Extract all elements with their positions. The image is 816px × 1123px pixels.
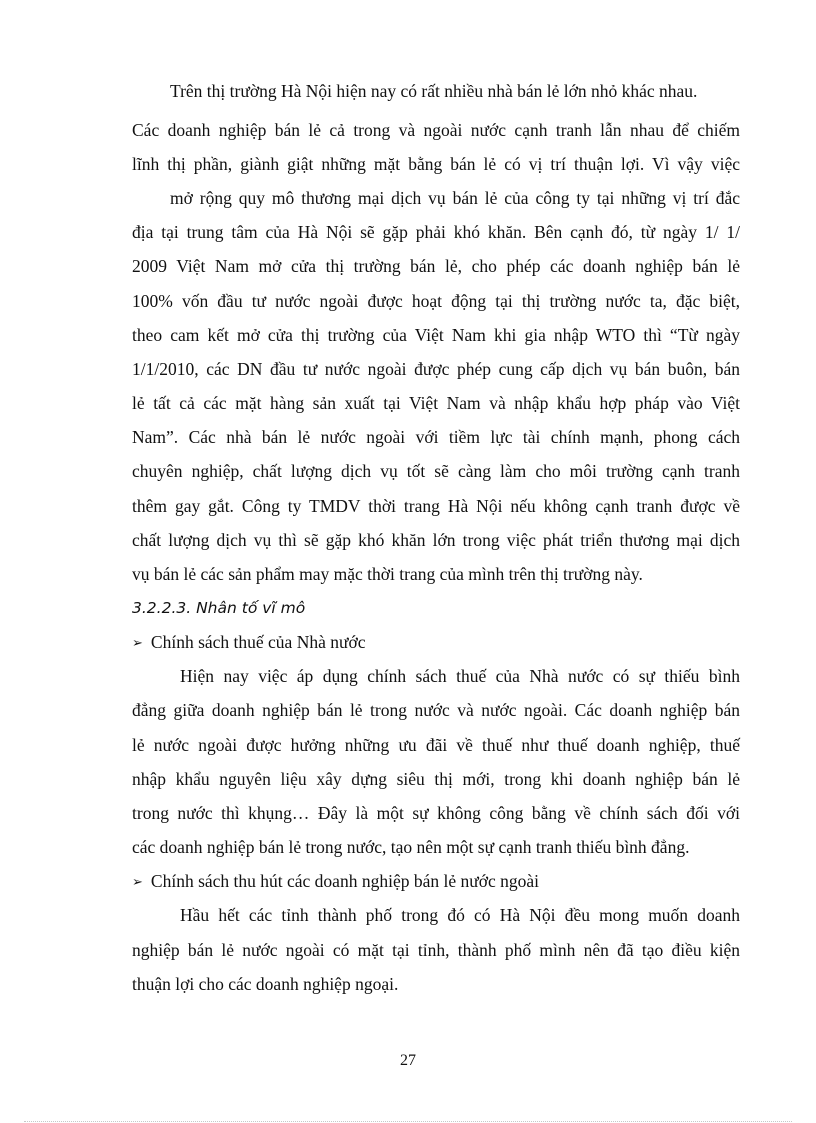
bullet-text: Chính sách thuế của Nhà nước: [150, 632, 366, 652]
paragraph-line: Hầu hết các tỉnh thành phố trong đó có Hà Nội đều mong muốn doanh: [180, 905, 740, 925]
arrow-bullet-icon: ➢: [132, 875, 143, 890]
paragraph-line: lẻ nước ngoài được hưởng những ưu đãi về thuế như thuế doanh nghiệp, thuế: [132, 735, 740, 755]
paragraph-line: nhập khẩu nguyên liệu xây dựng siêu thị mới, trong khi doanh nghiệp bán lẻ: [132, 769, 740, 789]
paragraph-line: trong nước thì khụng… Đây là một sự không công bằng về chính sách đối với: [132, 803, 740, 823]
paragraph-line: nghiệp bán lẻ nước ngoài có mặt tại tỉnh, thành phố mình nên đã tạo điều kiện: [132, 940, 740, 960]
page-edge-divider: [24, 1121, 792, 1122]
arrow-bullet-icon: ➢: [132, 636, 143, 651]
bullet-text: Chính sách thu hút các doanh nghiệp bán lẻ nước ngoài: [150, 871, 539, 891]
paragraph-line: 100% vốn đầu tư nước ngoài được hoạt động tại thị trường nước ta, đặc biệt,: [132, 291, 740, 311]
paragraph-line: Hiện nay việc áp dụng chính sách thuế của Nhà nước có sự thiếu bình: [180, 666, 740, 686]
paragraph-line: Các doanh nghiệp bán lẻ cả trong và ngoài nước cạnh tranh lẫn nhau để chiếm: [132, 120, 740, 140]
page-number: 27: [400, 1052, 416, 1069]
paragraph-line: 1/1/2010, các DN đầu tư nước ngoài được phép cung cấp dịch vụ bán buôn, bán: [132, 359, 740, 379]
bullet-item: [132, 869, 539, 896]
paragraph-line: thuận lợi cho các doanh nghiệp ngoại.: [132, 974, 399, 994]
paragraph-line: mở rộng quy mô thương mại dịch vụ bán lẻ của công ty tại những vị trí đắc: [170, 188, 740, 208]
paragraph-line: Trên thị trường Hà Nội hiện nay có rất nhiều nhà bán lẻ lớn nhỏ khác nhau.: [170, 81, 698, 101]
paragraph-line: lẻ tất cả các mặt hàng sản xuất tại Việt Nam và nhập khẩu hợp pháp vào Việt: [132, 393, 740, 413]
paragraph-line: lĩnh thị phần, giành giật những mặt bằng bán lẻ có vị trí thuận lợi. Vì vậy việc: [132, 154, 740, 174]
paragraph-line: đẳng giữa doanh nghiệp bán lẻ trong nước và nước ngoài. Các doanh nghiệp bán: [132, 700, 740, 720]
paragraph-line: địa tại trung tâm của Hà Nội sẽ gặp phải khó khăn. Bên cạnh đó, từ ngày 1/ 1/: [132, 222, 740, 242]
paragraph-line: chất lượng dịch vụ thì sẽ gặp khó khăn lớn trong việc phát triển thương mại dịch: [132, 530, 740, 550]
bullet-item: [132, 630, 366, 657]
paragraph-line: vụ bán lẻ các sản phẩm may mặc thời trang của mình trên thị trường này.: [132, 564, 643, 584]
paragraph-line: các doanh nghiệp bán lẻ trong nước, tạo nên một sự cạnh tranh thiếu bình đẳng.: [132, 837, 690, 857]
paragraph-line: Nam”. Các nhà bán lẻ nước ngoài với tiềm lực tài chính mạnh, phong cách: [132, 427, 740, 447]
section-heading: 3.2.2.3. Nhân tố vĩ mô: [132, 599, 306, 617]
paragraph-line: chuyên nghiệp, chất lượng dịch vụ tốt sẽ càng làm cho môi trường cạnh tranh: [132, 461, 740, 481]
paragraph-line: 2009 Việt Nam mở cửa thị trường bán lẻ, cho phép các doanh nghiệp bán lẻ: [132, 256, 740, 276]
paragraph-line: thêm gay gắt. Công ty TMDV thời trang Hà Nội nếu không cạnh tranh được về: [132, 496, 740, 516]
paragraph-line: theo cam kết mở cửa thị trường của Việt Nam khi gia nhập WTO thì “Từ ngày: [132, 325, 740, 345]
